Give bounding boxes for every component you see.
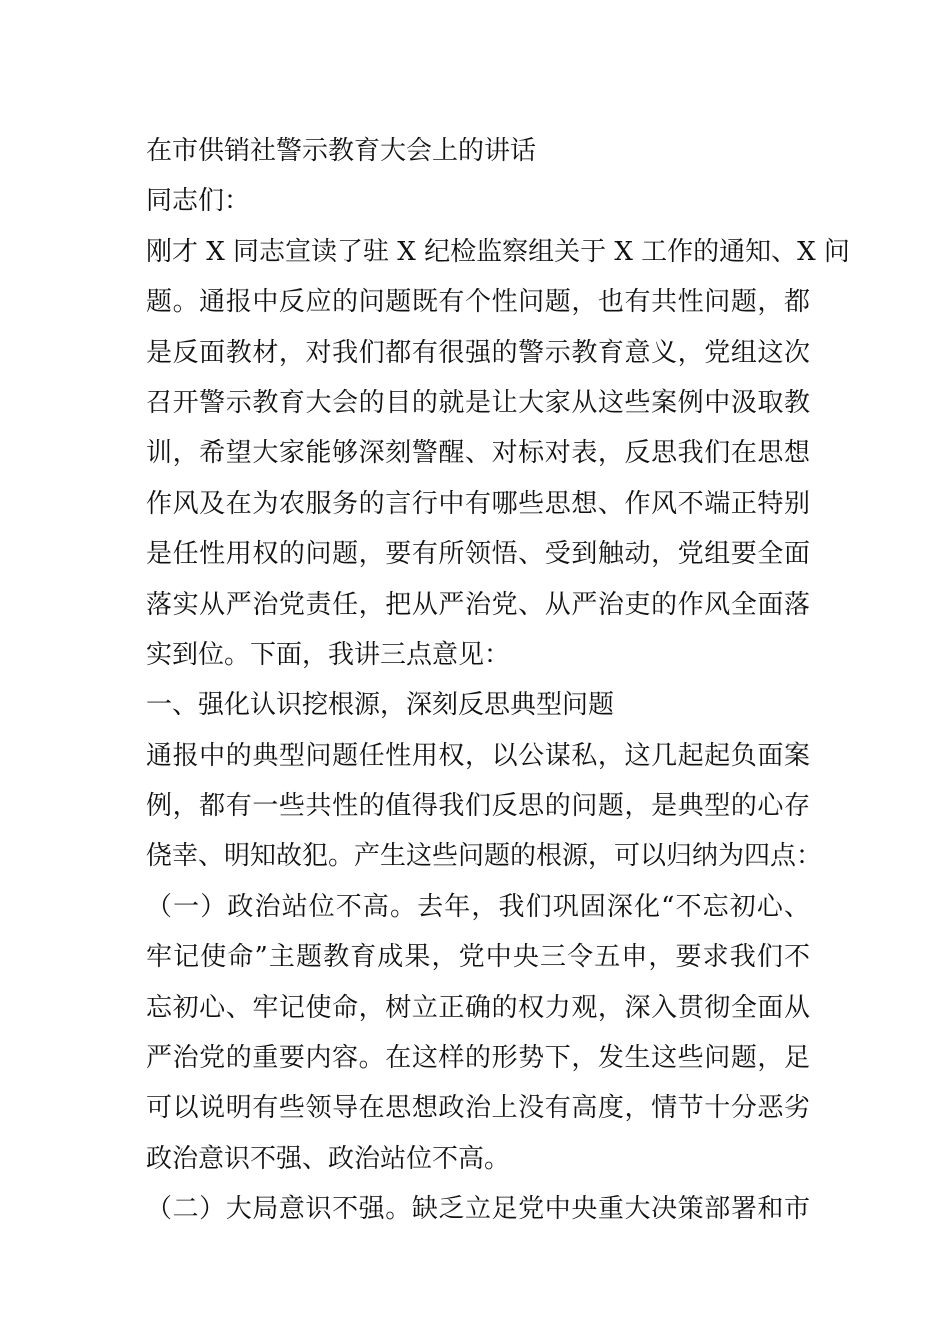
text-line: 例，都有一些共性的值得我们反思的问题，是典型的心存 <box>146 791 810 822</box>
text-line: 侥幸、明知故犯。产生这些问题的根源，可以归纳为四点： <box>146 841 823 872</box>
text-line: 严治党的重要内容。在这样的形势下，发生这些问题，足 <box>146 1043 810 1074</box>
text-line: 刚才 X 同志宣读了驻 X 纪检监察组关于 X 工作的通知、X 问 <box>146 236 850 267</box>
text-line: 落实从严治党责任，把从严治党、从严治吏的作风全面落 <box>146 589 810 620</box>
salutation: 同志们： <box>146 186 251 217</box>
text-line: 可以说明有些领导在思想政治上没有高度，情节十分恶劣 <box>146 1093 810 1124</box>
text-line: 政治意识不强、政治站位不高。 <box>146 1143 511 1174</box>
text-line: 牢记使命”主题教育成果，党中央三令五申，要求我们不 <box>146 942 810 973</box>
document-page <box>146 126 850 1235</box>
text-line: 通报中的典型问题任性用权，以公谋私，这几起起负面案 <box>146 740 810 771</box>
text-line: 训，希望大家能够深刻警醒、对标对表，反思我们在思想 <box>146 438 810 469</box>
section-heading: 一、强化认识挖根源，深刻反思典型问题 <box>146 690 615 721</box>
subsection-line: （一）政治站位不高。去年，我们巩固深化“不忘初心、 <box>146 891 810 922</box>
document-title: 在市供销社警示教育大会上的讲话 <box>146 136 537 166</box>
text-line: 实到位。下面，我讲三点意见： <box>146 639 511 670</box>
subsection-line: （二）大局意识不强。缺乏立足党中央重大决策部署和市 <box>146 1194 810 1225</box>
text-line: 忘初心、牢记使命，树立正确的权力观，深入贯彻全面从 <box>146 992 810 1023</box>
text-line: 是任性用权的问题，要有所领悟、受到触动，党组要全面 <box>146 539 810 570</box>
text-line: 题。通报中反应的问题既有个性问题，也有共性问题，都 <box>146 287 810 318</box>
text-line: 是反面教材，对我们都有很强的警示教育意义，党组这次 <box>146 337 810 368</box>
text-line: 召开警示教育大会的目的就是让大家从这些案例中汲取教 <box>146 387 810 418</box>
text-line: 作风及在为农服务的言行中有哪些思想、作风不端正特别 <box>146 488 810 519</box>
